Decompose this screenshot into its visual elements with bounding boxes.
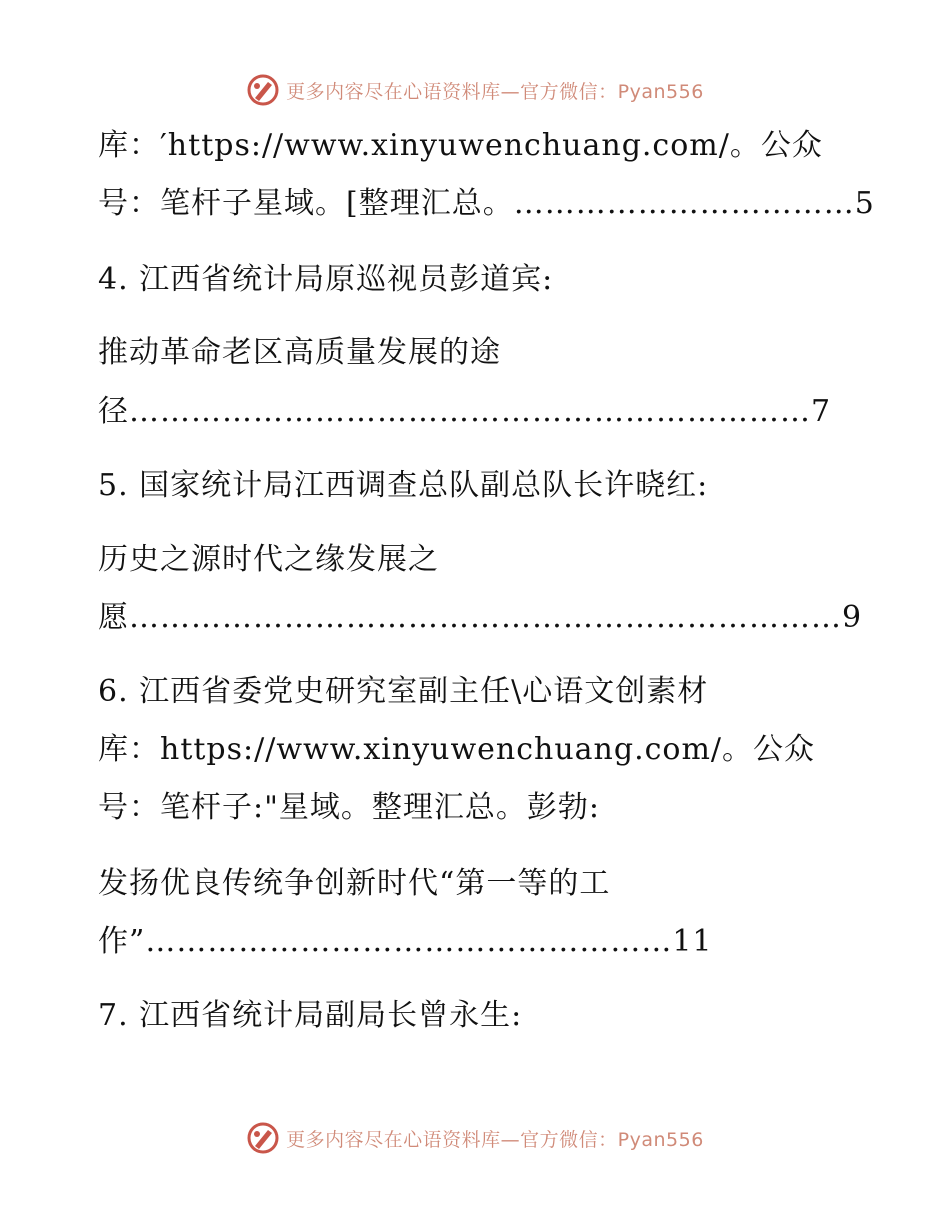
toc-entry-heading: 5. 国家统计局江西调查总队副总队长许晓红:: [98, 468, 709, 503]
toc-line: 愿……………………………………………………………9: [98, 600, 863, 635]
toc-entry-heading: 7. 江西省统计局副局长曾永生:: [98, 998, 523, 1033]
toc-line: 推动革命老区高质量发展的途: [98, 335, 501, 370]
toc-line: 发扬优良传统争创新时代“第一等的工: [98, 866, 611, 901]
toc-line: 号：笔杆子星域。[整理汇总。……………………………5: [98, 186, 875, 221]
pen-logo-icon: [246, 1121, 280, 1155]
header-watermark-banner: [0, 70, 950, 110]
toc-entry-heading: 4. 江西省统计局原巡视员彭道宾:: [98, 262, 554, 297]
toc-line: 库：′https://www.xinyuwenchuang.com/。公众: [98, 128, 823, 163]
footer-watermark-banner: [0, 1118, 950, 1158]
toc-line: 库：https://www.xinyuwenchuang.com/。公众: [98, 732, 816, 767]
toc-line: 径…………………………………………………………7: [98, 394, 832, 429]
pen-logo-icon: [246, 73, 280, 107]
toc-line: 作”……………………………………………11: [98, 924, 713, 959]
watermark-text: 更多内容尽在心语资料库—官方微信：Pyan556: [286, 1128, 704, 1151]
toc-line: 号：笔杆子:"星域。整理汇总。彭勃:: [98, 790, 601, 825]
watermark-text: 更多内容尽在心语资料库—官方微信：Pyan556: [286, 80, 704, 103]
toc-entry-heading: 6. 江西省委党史研究室副主任\心语文创素材: [98, 674, 709, 709]
toc-line: 历史之源时代之缘发展之: [98, 542, 439, 577]
